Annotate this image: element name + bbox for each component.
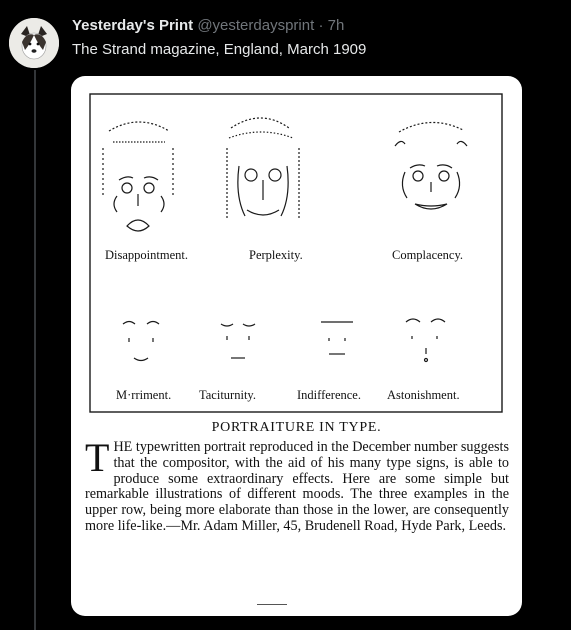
caption-merriment: M·rriment. [116, 388, 172, 402]
article-paragraph [85, 435, 509, 535]
drop-cap: T [85, 435, 110, 480]
taciturnity-face-illustration [221, 324, 255, 358]
article-title: PORTRAITURE IN TYPE. [211, 420, 382, 435]
scanned-page-figure [71, 76, 522, 616]
merriment-face-illustration [123, 322, 159, 361]
astonishment-face-illustration [406, 319, 445, 362]
caption-perplexity: Perplexity. [249, 248, 303, 262]
timestamp[interactable]: 7h [327, 17, 345, 34]
caption-astonishment: Astonishment. [387, 388, 460, 402]
caption-disappointment: Disappointment. [105, 248, 188, 262]
caption-complacency: Complacency. [392, 248, 464, 262]
separator-dot: · [318, 17, 324, 34]
complacency-face-illustration [395, 122, 467, 209]
display-name[interactable]: Yesterday's Print [72, 17, 194, 34]
tweet-media-image[interactable] [71, 76, 522, 616]
tweet-header [72, 17, 344, 34]
perplexity-face-illustration [227, 118, 299, 218]
caption-indifference: Indifference. [297, 388, 361, 402]
avatar[interactable] [9, 18, 59, 68]
disappointment-face-illustration [103, 122, 173, 231]
dog-avatar-icon [9, 18, 59, 68]
indifference-face-illustration [321, 322, 353, 354]
user-handle[interactable]: @yesterdaysprint [197, 17, 315, 34]
thread-line [34, 70, 36, 630]
end-rule [257, 604, 287, 605]
tweet-text: The Strand magazine, England, March 1909 [72, 41, 367, 58]
caption-taciturnity: Taciturnity. [199, 388, 256, 402]
paragraph-text: HE typewritten portrait reproduced in the December number suggests that the compositor, with the aid of his many type signs, is able to produce some extraordinary effects. Here are some simple but remarkable illustrations of different moods. The three examples in the upper row, being more elaborate than those in the lower, are consequently more life-like.—Mr. Adam Miller, 45, Brudenell Road, Hyde Park, Leeds. [85, 439, 509, 534]
